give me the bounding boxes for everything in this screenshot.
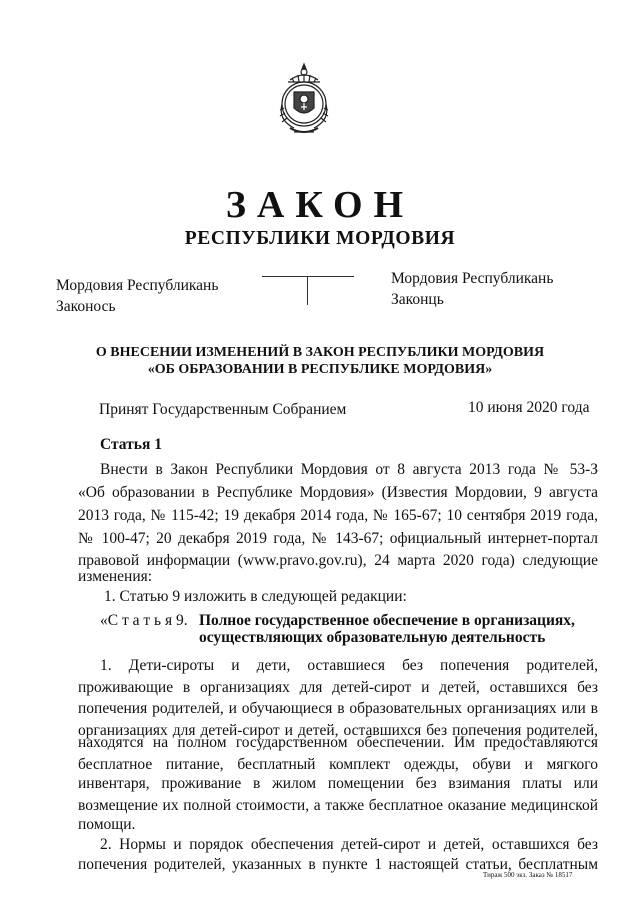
item-1: 1. Статью 9 изложить в следующей редакции: (104, 588, 407, 605)
header-divider (262, 276, 354, 277)
paragraph-1-line: организациях для детей-сирот и детей, оставшихся без попечения родителей, (78, 722, 598, 739)
adopted-label: Принят Государственным Собранием (99, 401, 347, 418)
intro-line: правовой информации (www.pravo.gov.ru), 24 марта 2020 года) следующие (78, 552, 598, 569)
paragraph-2-line: попечения родителей, указанных в пункте 1 настоящей статьи, бесплатным (78, 856, 598, 873)
paragraph-1-line: инвентаря, проживание в жилом помещении без взимания платы или (78, 775, 598, 792)
paragraph-1-last: помощи. (78, 816, 136, 833)
intro-line: Внести в Закон Республики Мордовия от 8 августа 2013 года № 53-З (100, 461, 598, 478)
document-subtitle: РЕСПУБЛИКИ МОРДОВИЯ (184, 228, 456, 249)
paragraph-1-line: 1. Дети-сироты и дети, оставшиеся без попечения родителей, (100, 657, 598, 674)
paragraph-1-line: возмещение их полной стоимости, а также бесплатное оказание медицинской (78, 797, 598, 814)
adopted-date: 10 июня 2020 года (468, 399, 590, 416)
article-9-title-line-1: Полное государственное обеспечение в организациях, (199, 612, 575, 629)
intro-line: 2013 года, № 115-42; 19 декабря 2014 года, № 165-67; 10 сентября 2019 года, (78, 507, 598, 524)
erzya-header-right (391, 268, 553, 310)
intro-line: № 100-47; 20 декабря 2019 года, № 143-67; официальный интернет-портал (78, 530, 598, 547)
erzya-line-2: Законць (391, 291, 444, 308)
erzya-line-1: Мордовия Республикань (391, 270, 554, 287)
paragraph-1-line: попечения родителей, и обучающиеся в образовательных организациях или в (78, 700, 598, 717)
article-9-title-line-2: осуществляющих образовательную деятельность (199, 629, 546, 646)
paragraph-1-line: проживающие в организациях для детей-сирот и детей, оставшихся без (78, 679, 598, 696)
article-1-heading: Статья 1 (100, 436, 162, 453)
moksha-header-left (56, 275, 218, 317)
moksha-line-1: Мордовия Республикань (56, 277, 219, 294)
print-note: Тираж 500 экз. Заказ № 18517 (483, 871, 573, 879)
law-title-line-2: «ОБ ОБРАЗОВАНИИ В РЕСПУБЛИКЕ МОРДОВИЯ» (147, 362, 493, 377)
document-title: ЗАКОН (225, 184, 415, 226)
article-9-prefix: «С т а т ь я 9. (100, 612, 188, 629)
paragraph-1-line: бесплатное питание, бесплатный комплект одежды, обуви и мягкого (78, 756, 598, 773)
intro-line-last: изменения: (78, 568, 153, 585)
coat-of-arms-emblem (268, 62, 340, 138)
header-divider-stem (307, 277, 308, 305)
paragraph-2-line: 2. Нормы и порядок обеспечения детей-сирот и детей, оставшихся без (100, 836, 598, 853)
law-title-line-1: О ВНЕСЕНИИ ИЗМЕНЕНИЙ В ЗАКОН РЕСПУБЛИКИ МОРДОВИЯ (95, 345, 545, 360)
intro-line: «Об образовании в Республике Мордовия» (Известия Мордовии, 9 августа (78, 484, 598, 501)
moksha-line-2: Законось (56, 298, 116, 315)
paragraph-1-line: находятся на полном государственном обеспечении. Им предоставляются (78, 734, 598, 751)
